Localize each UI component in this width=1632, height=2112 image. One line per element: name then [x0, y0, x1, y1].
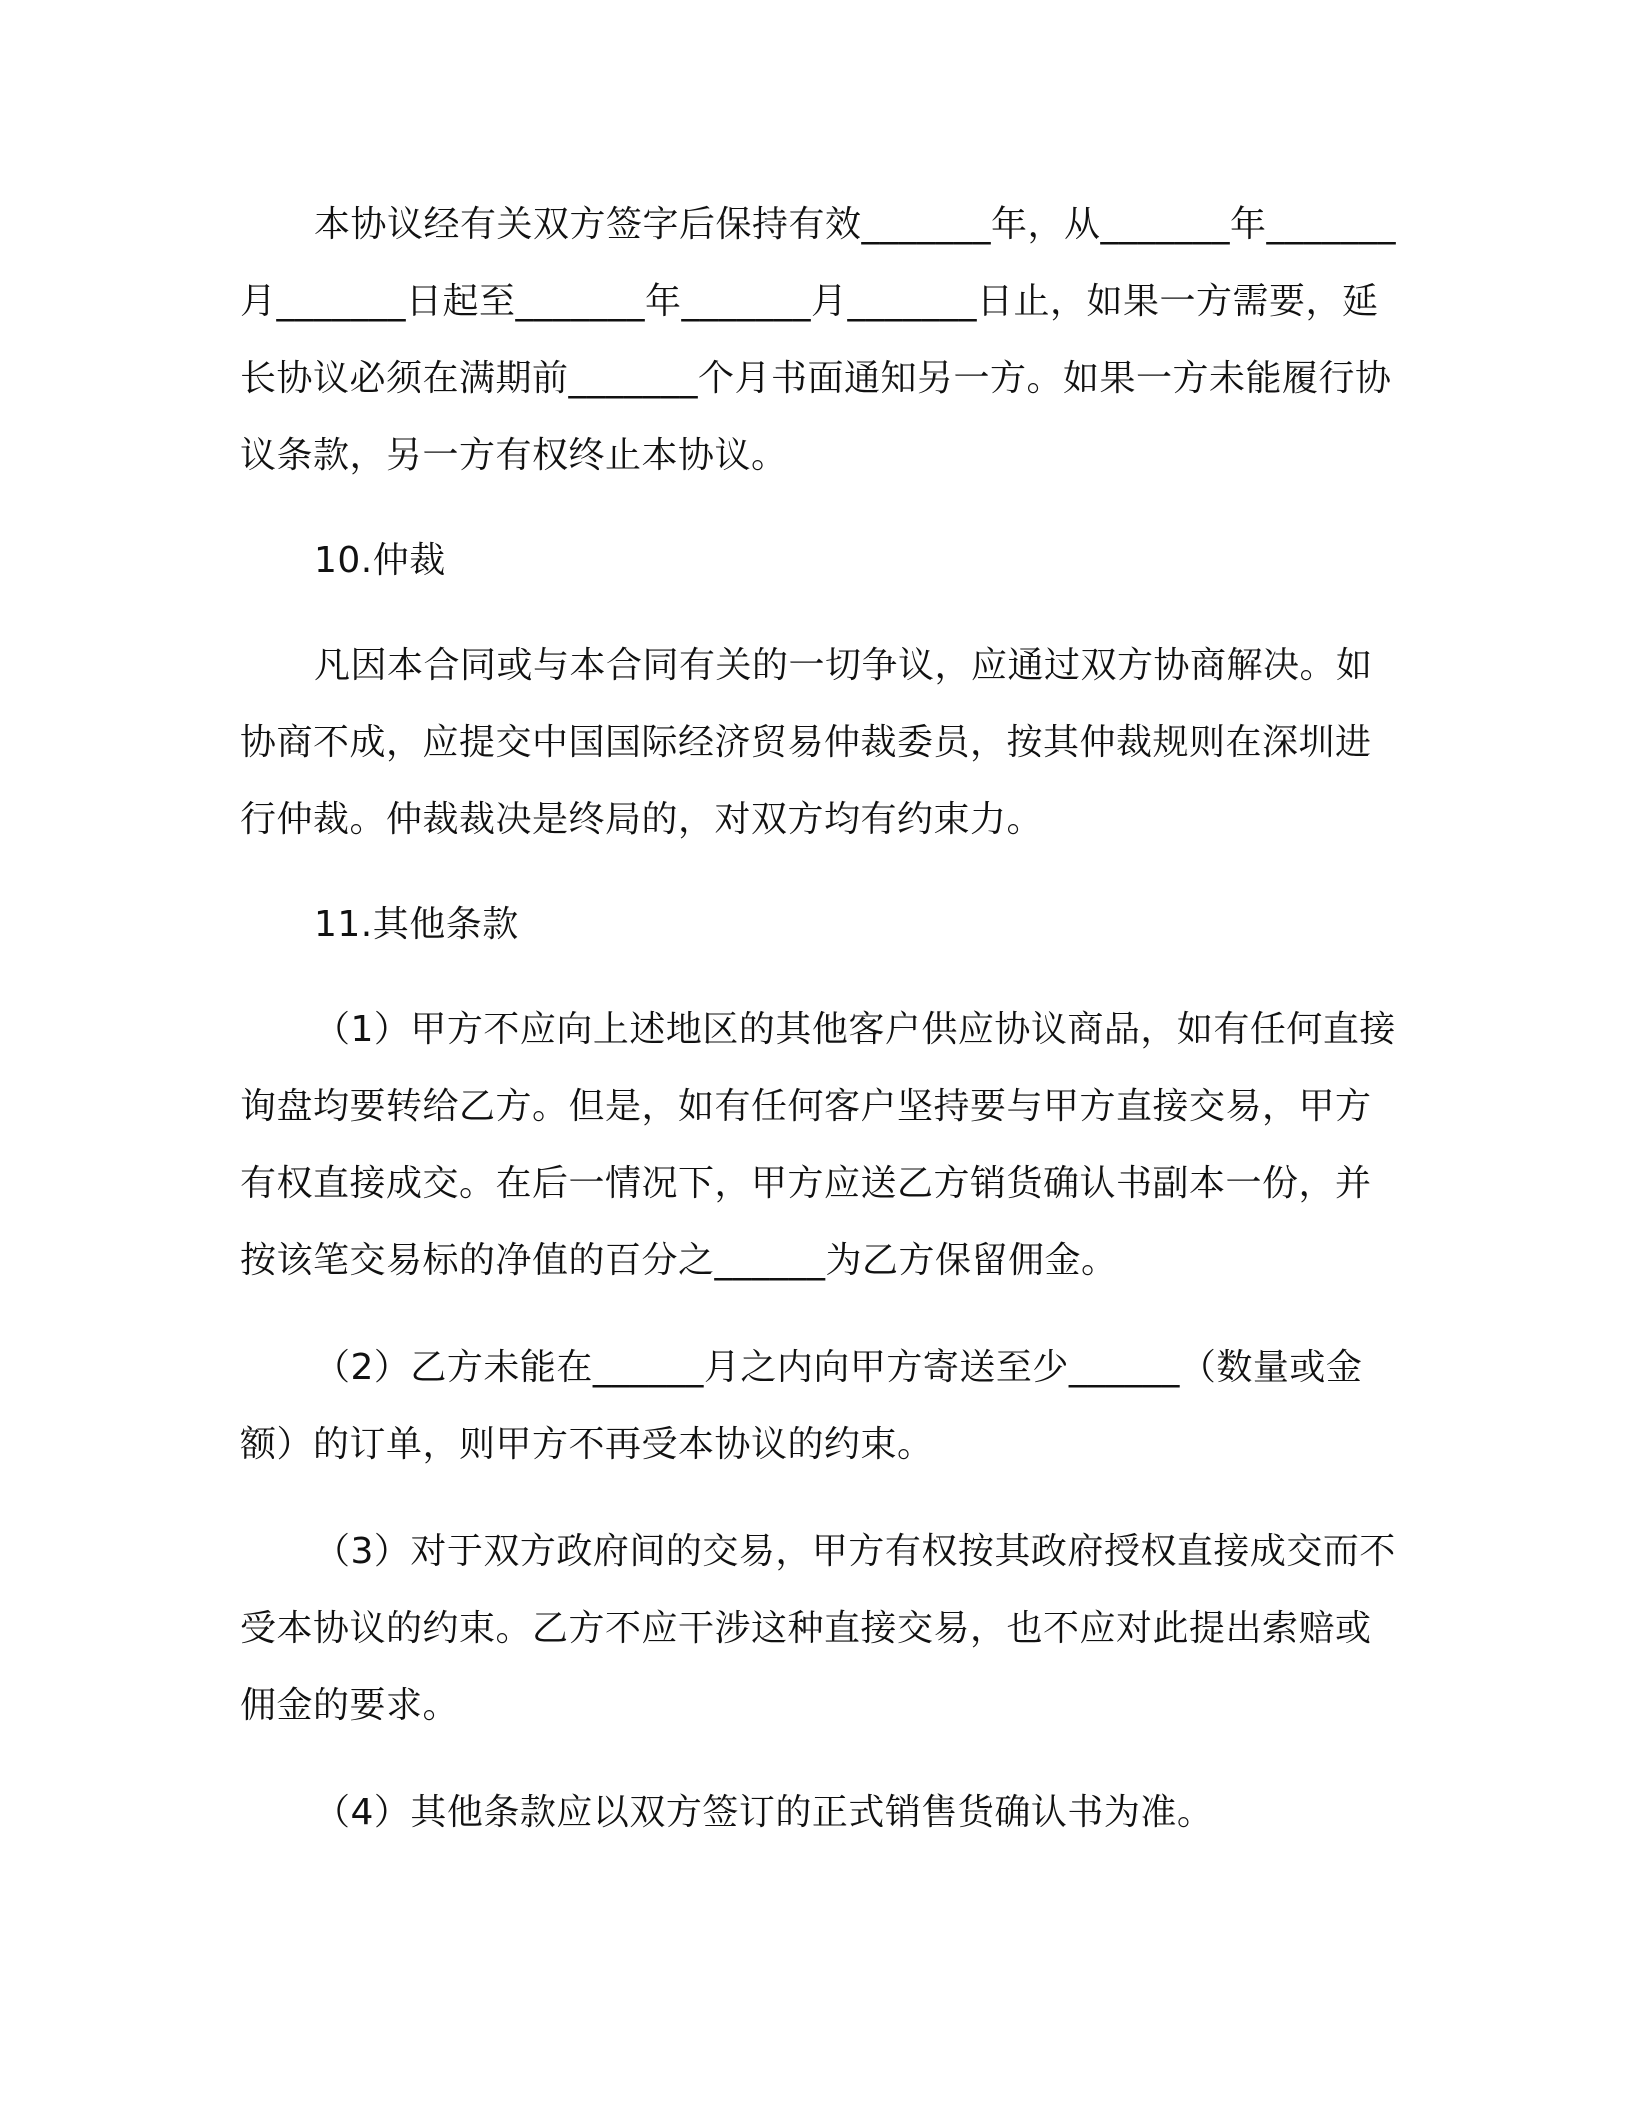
- clause-3-paragraph: （3）对于双方政府间的交易，甲方有权按其政府授权直接成交而不受本协议的约束。乙方不应干涉这种直接交易，也不应对此提出索赔或佣金的要求。: [240, 1531, 1396, 1726]
- clause-1-paragraph: （1）甲方不应向上述地区的其他客户供应协议商品，如有任何直接询盘均要转给乙方。但是，如有任何客户坚持要与甲方直接交易，甲方有权直接成交。在后一情况下，甲方应送乙方销货确认书副本一份，并按该笔交易标的净值的百分之______为乙方保留佣金。: [240, 1009, 1396, 1281]
- arbitration-heading: 10.仲裁: [314, 540, 446, 581]
- other-terms-heading: 11.其他条款: [314, 904, 519, 945]
- spacer: [240, 1299, 1400, 1329]
- arbitration-paragraph: 凡因本合同或与本合同有关的一切争议，应通过双方协商解决。如协商不成，应提交中国国际经济贸易仲裁委员，按其仲裁规则在深圳进行仲裁。仲裁裁决是终局的，对双方均有约束力。: [240, 645, 1373, 840]
- spacer: [240, 1744, 1400, 1774]
- spacer: [240, 599, 1400, 627]
- spacer: [240, 494, 1400, 522]
- document-body: [240, 186, 1400, 1851]
- spacer: [240, 1483, 1400, 1513]
- spacer: [240, 963, 1400, 991]
- clause-2-paragraph: （2）乙方未能在______月之内向甲方寄送至少______（数量或金额）的订单，则甲方不再受本协议的约束。: [240, 1347, 1363, 1465]
- clause-4-paragraph: （4）其他条款应以双方签订的正式销售货确认书为准。: [314, 1792, 1214, 1833]
- spacer: [240, 858, 1400, 886]
- term-paragraph: 本协议经有关双方签字后保持有效_______年，从_______年_______月_______日起至_______年_______月_______日止，如果一方需要，延长协议必须在满期前_______个月书面通知另一方。如果一方未能履行协议条款，另一方有权终止本协议。: [240, 204, 1397, 476]
